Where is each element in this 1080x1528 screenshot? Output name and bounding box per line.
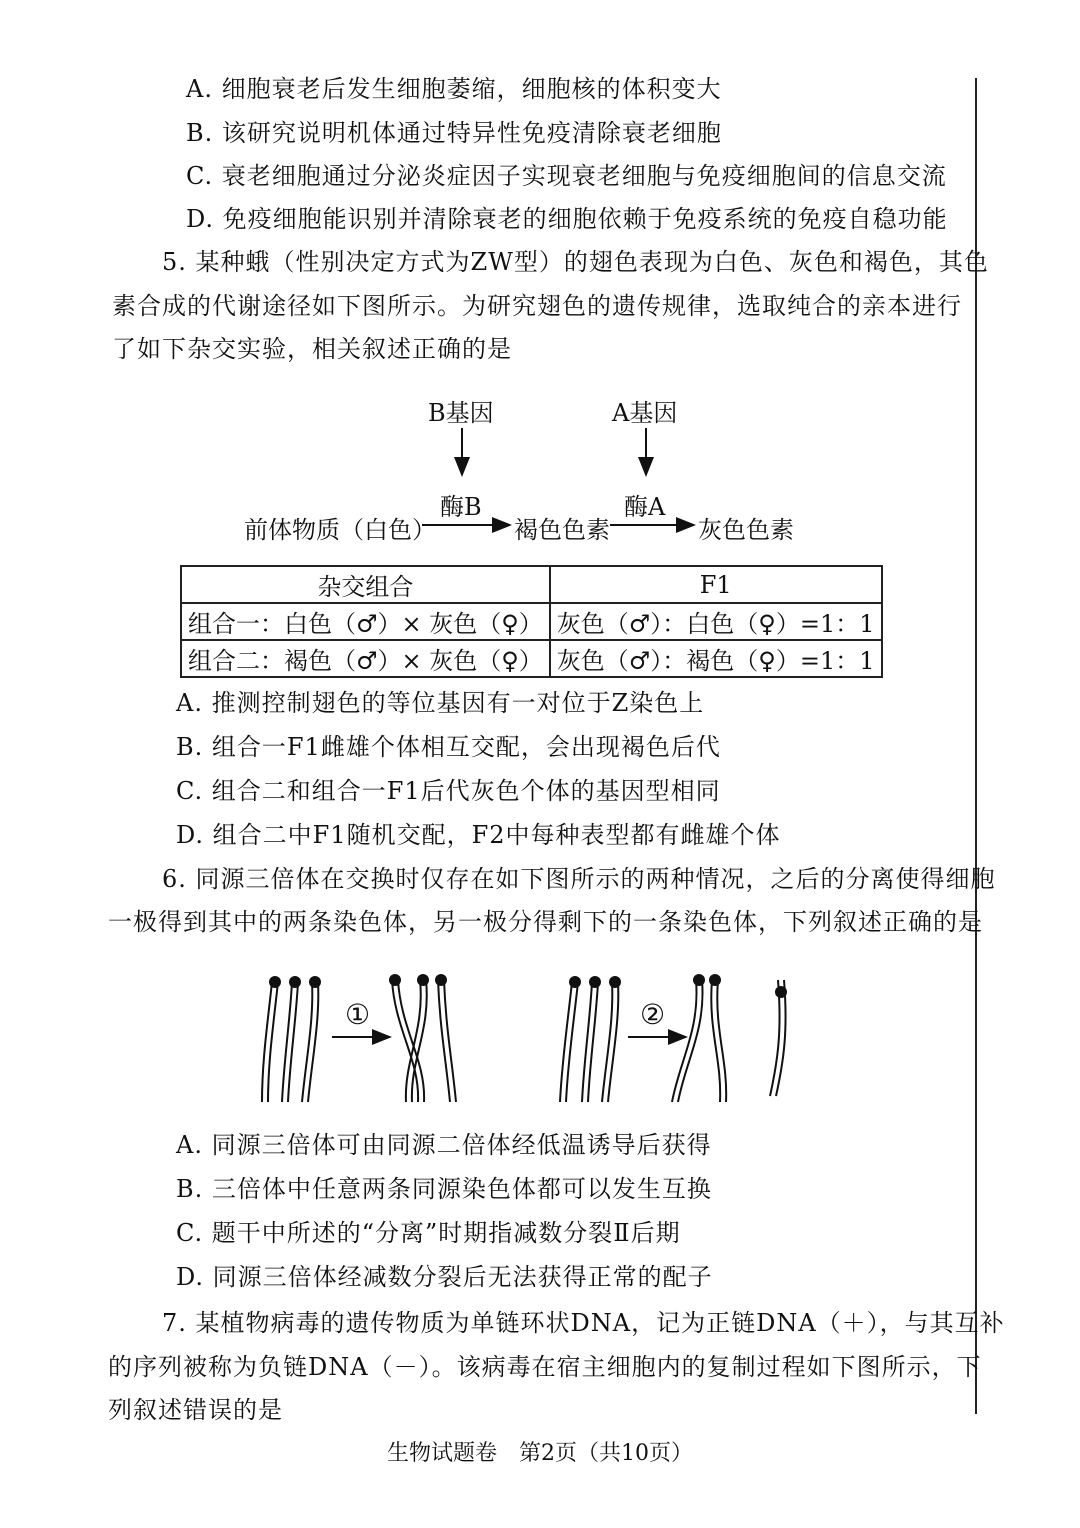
- centromere: [269, 976, 281, 988]
- q5-option-a: A. 推测控制翅色的等位基因有一对位于Z染色上: [176, 689, 705, 717]
- q7-stem-line-3: 列叙述错误的是: [108, 1396, 283, 1424]
- gray-pigment-label: 灰色色素: [698, 516, 794, 544]
- chromosome-strand: [444, 980, 456, 1102]
- q6-option-a: A. 同源三倍体可由同源二倍体经低温诱导后获得: [176, 1131, 712, 1159]
- centromere: [289, 976, 301, 988]
- q6-option-d: D. 同源三倍体经减数分裂后无法获得正常的配子: [176, 1263, 713, 1291]
- centromere: [609, 976, 621, 988]
- centromere: [309, 976, 321, 988]
- enzyme-a-label: 酶A: [624, 493, 666, 521]
- q7-stem-line-1: 7. 某植物病毒的遗传物质为单链环状DNA，记为正链DNA（＋），与其互补: [162, 1309, 1005, 1337]
- table-cell: 组合二：褐色（♂）× 灰色（♀）: [181, 640, 550, 677]
- q6-option-b: B. 三倍体中任意两条同源染色体都可以发生互换: [176, 1175, 712, 1203]
- chromosome-strand: [717, 980, 726, 1102]
- q7-stem-line-2: 的序列被称为负链DNA（－）。该病毒在宿主细胞内的复制过程如下图所示，下: [108, 1353, 982, 1381]
- q4-option-b: B. 该研究说明机体通过特异性免疫清除衰老细胞: [186, 119, 722, 147]
- q5-stem-line-2: 素合成的代谢途径如下图所示。为研究翅色的遗传规律，选取纯合的亲本进行: [112, 292, 962, 320]
- centromere: [775, 986, 787, 998]
- gene-b-label: B基因: [428, 399, 494, 427]
- page-footer: 生物试题卷 第2页（共10页）: [387, 1441, 693, 1466]
- chromosome-strand: [711, 980, 720, 1102]
- centromere: [693, 974, 705, 986]
- q5-stem-line-1: 5. 某种蛾（性别决定方式为ZW型）的翅色表现为白色、灰色和褐色，其色: [162, 248, 989, 276]
- chromosome-strand: [770, 980, 780, 1096]
- chromosome-strand: [672, 980, 697, 1102]
- q4-option-d: D. 免疫细胞能识别并清除衰老的细胞依赖于免疫系统的免疫自稳功能: [186, 205, 948, 233]
- table-cell: 灰色（♂）：白色（♀）=1：1: [550, 603, 882, 640]
- chromosome-strand: [566, 982, 578, 1102]
- q6-stem-line-2: 一极得到其中的两条染色体，另一极分得剩下的一条染色体，下列叙述正确的是: [108, 908, 983, 936]
- centromere: [435, 974, 447, 986]
- q5-option-c: C. 组合二和组合一F1后代灰色个体的基因型相同: [176, 777, 721, 805]
- q4-option-c: C. 衰老细胞通过分泌炎症因子实现衰老细胞与免疫细胞间的信息交流: [186, 162, 947, 190]
- centromere: [709, 974, 721, 986]
- q5-option-b: B. 组合一F1雌雄个体相互交配，会出现褐色后代: [176, 733, 721, 761]
- chromosome-strand: [282, 982, 292, 1102]
- precursor-label: 前体物质（白色）: [244, 516, 436, 544]
- q4-option-a: A. 细胞衰老后发生细胞萎缩，细胞核的体积变大: [186, 75, 722, 103]
- label-circle-1: ①: [345, 998, 371, 1031]
- table-cell: 组合一：白色（♂）× 灰色（♀）: [181, 603, 550, 640]
- chromosome-strand: [588, 982, 598, 1102]
- q5-option-d: D. 组合二中F1随机交配，F2中每种表型都有雌雄个体: [176, 821, 781, 849]
- brown-pigment-label: 褐色色素: [514, 516, 610, 544]
- centromere: [389, 974, 401, 986]
- q6-option-c: C. 题干中所述的“分离”时期指减数分裂Ⅱ后期: [176, 1219, 681, 1247]
- chromosome-strand: [288, 982, 298, 1102]
- gene-a-label: A基因: [612, 399, 678, 427]
- table-header: 杂交组合: [181, 566, 550, 603]
- table-cell: 灰色（♂）：褐色（♀）=1：1: [550, 640, 882, 677]
- label-circle-2: ②: [640, 998, 666, 1031]
- centromere: [569, 976, 581, 988]
- q5-stem-line-3: 了如下杂交实验，相关叙述正确的是: [112, 335, 512, 363]
- enzyme-b-label: 酶B: [440, 493, 482, 521]
- q6-stem-line-1: 6. 同源三倍体在交换时仅存在如下图所示的两种情况，之后的分离使得细胞: [162, 865, 996, 893]
- chromosome-strand: [582, 982, 592, 1102]
- centromere: [417, 974, 429, 986]
- centromere: [589, 976, 601, 988]
- table-header: F1: [550, 566, 882, 603]
